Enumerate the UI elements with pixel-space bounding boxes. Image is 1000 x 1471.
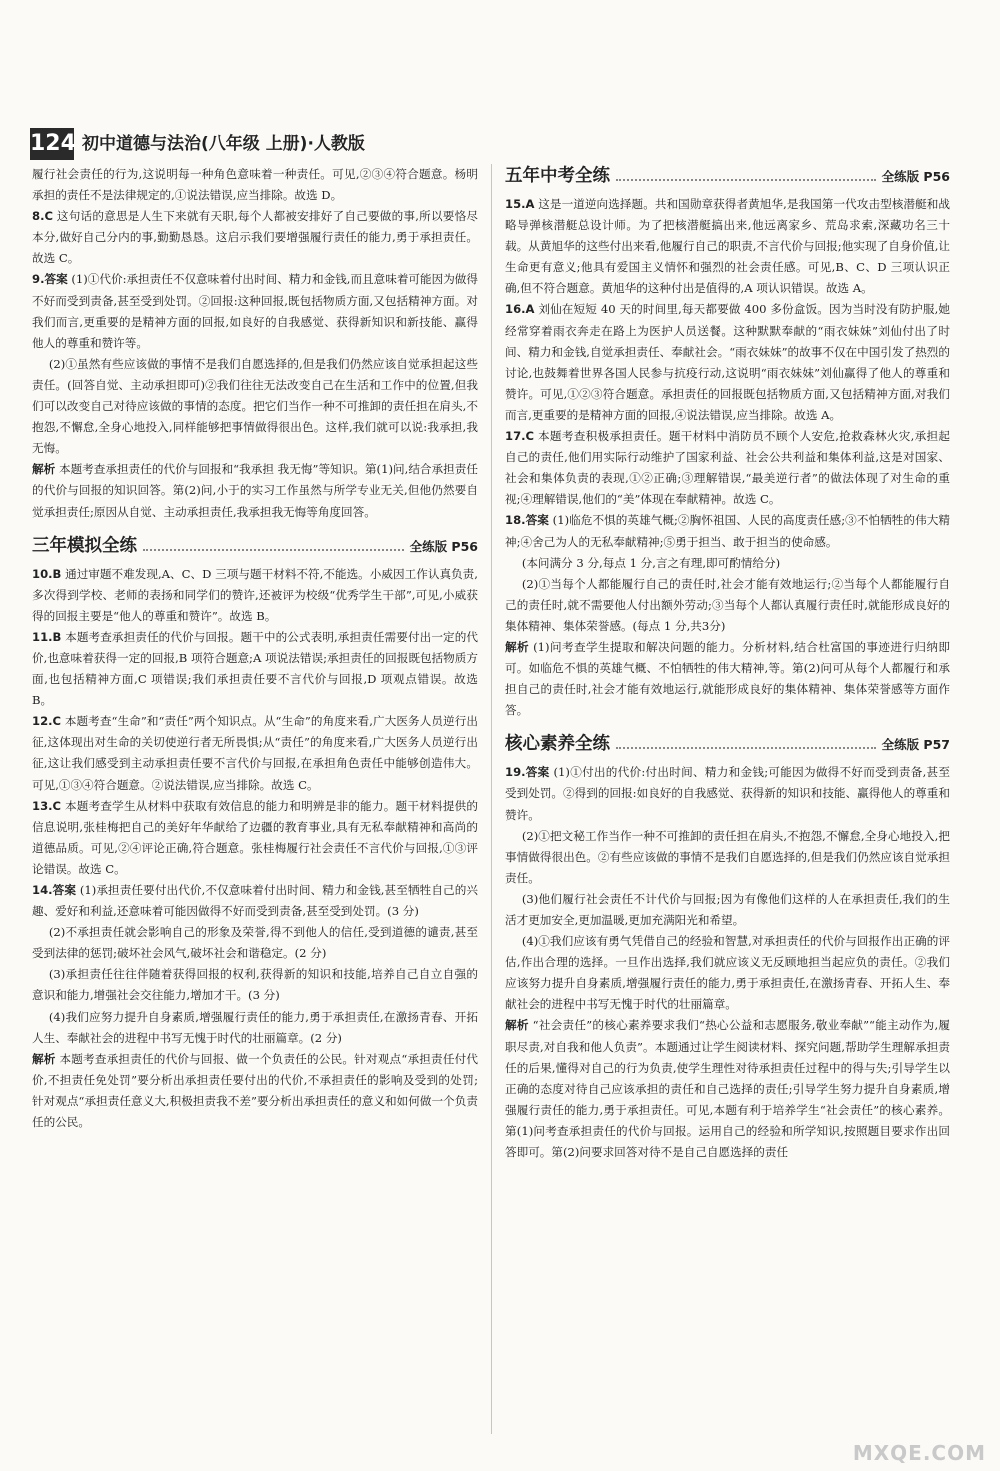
section-title: 三年模拟全练 <box>32 535 137 556</box>
section-header-sannian <box>32 534 478 558</box>
answer-18-part2: (2)①当每个人都能履行自己的责任时,社会才能有效地运行;②当每个人都能履行自己的责任时,就不需要他人付出额外劳动;③当每个人都认真履行责任时,就能形成良好的集体精神、集体荣誉感。(每点 1 分,共3分) <box>505 576 950 633</box>
answer-text: (1)①代价:承担责任不仅意味着付出时间、精力和金钱,而且意味着可能因为做得不好而受到责备,甚至受到处罚。②回报:这种回报,既包括物质方面,又包括精神方面。对我们而言,更重要的是精神方面的回报,如良好的自我感觉、获得新知识和新技能、赢得他人的尊重和赞许等。 <box>32 272 478 350</box>
answer-text: 本题考查积极承担责任。题干材料中消防员不顾个人安危,抢救森林火灾,承担起自己的责任,他们用实际行动维护了国家利益、社会公共利益和集体利益,这是对国家、社会和集体负责的表现,①②正确;③理解错误,“最美逆行者”的做法体现了对生命的重视;④理解错误,他们的“美”体现在奉献精神。故选 C。 <box>505 429 950 507</box>
answer-10 <box>32 564 478 627</box>
answer-16 <box>505 299 950 426</box>
analysis-14 <box>32 1049 478 1133</box>
right-column <box>505 164 950 1163</box>
answer-12 <box>32 711 478 795</box>
answer-9 <box>32 269 478 353</box>
answer-number: 16.A <box>505 302 535 317</box>
answer-8 <box>32 206 478 269</box>
analysis-9 <box>32 459 478 522</box>
section-leader-dots <box>616 165 876 181</box>
analysis-text: 本题考查承担责任的代价与回报、做一个负责任的公民。针对观点“承担责任付代价,不担责任免处罚”要分析出承担责任要付出的代价,不承担责任的影响及受到的处罚;针对观点“承担责任意义大,积极担责我不差”要分析出承担责任的意义和如何做一个负责任的公民。 <box>32 1051 478 1130</box>
answer-text: 本题考查“生命”和“责任”两个知识点。从“生命”的角度来看,广大医务人员逆行出征,这体现出对生命的关切使逆行者无所畏惧;从“责任”的角度来看,广大医务人员逆行出征,这让我们感受到主动承担责任要不言代价与回报,在承担角色责任中能够创造伟大。可见,①③④符合题意。②说法错误,应当排除。故选 C。 <box>32 714 478 792</box>
watermark-text: MXQE.COM <box>852 1441 986 1465</box>
answer-text: 通过审题不难发现,A、C、D 三项与题干材料不符,不能选。小威因工作认真负责,多次得到学校、老师的表扬和同学们的赞许,还被评为校级“优秀学生干部”,可见,小威获得的回报主要是“他人的尊重和赞许”。故选 B。 <box>32 566 478 623</box>
answer-number: 15.A <box>505 197 535 211</box>
analysis-label: 解析 <box>32 1051 56 1066</box>
page-number: 124 <box>30 128 74 160</box>
book-title: 初中道德与法治(八年级 上册)·人教版 <box>82 134 365 154</box>
analysis-label: 解析 <box>32 462 56 477</box>
section-header-wunian <box>505 164 950 188</box>
section-ref: 全练版 P57 <box>881 737 950 753</box>
section-leader-dots <box>143 535 404 551</box>
answer-text: (1)承担责任要付出代价,不仅意味着付出时间、精力和金钱,甚至牺牲自己的兴趣、爱好和利益,还意味着可能因做得不好而受到责备,甚至受到处罚。(3 分) <box>32 883 479 919</box>
answer-text: (1)①付出的代价:付出时间、精力和金钱;可能因为做得不好而受到责备,甚至受到处罚。②得到的回报:如良好的自我感觉、获得新的知识和技能、赢得他人的尊重和赞许。 <box>505 765 951 822</box>
analysis-19 <box>505 1015 950 1163</box>
column-divider <box>491 164 492 1434</box>
answer-18-score-note: (本问满分 3 分,每点 1 分,言之有理,即可酌情给分) <box>521 555 781 570</box>
left-column <box>32 164 478 1133</box>
answer-number: 17.C <box>505 429 535 444</box>
analysis-label: 解析 <box>505 639 530 654</box>
analysis-text: “社会责任”的核心素养要求我们“热心公益和志愿服务,敬业奉献”“能主动作为,履职尽责,对自我和他人负责”。本题通过让学生阅读材料、探究问题,帮助学生理解承担责任的后果,懂得对自己的行为负责,使学生理性对待承担责任过程中的得与失;引导学生以正确的态度对待自己应该承担的责任和自己选择的责任;引导学生努力提升自身素质,增强履行责任的能力,勇于承担责任。可见,本题有利于培养学生“社会责任”的核心素养。第(1)问考查承担责任的代价与回报。运用自己的经验和所学知识,按照题目要求作出回答即可。第(2)问要求回答对待不是自己自愿选择的责任 <box>505 1018 951 1160</box>
continued-paragraph: 履行社会责任的行为,这说明每一种角色意味着一种责任。可见,②③④符合题意。杨明承担的责任不是法律规定的,①说法错误,应当排除。故选 D。 <box>32 167 478 203</box>
section-ref: 全练版 P56 <box>409 538 478 554</box>
analysis-18 <box>505 637 950 721</box>
answer-number: 10.B <box>32 566 62 581</box>
answer-14-part3: (3)承担责任往往伴随着获得回报的权利,获得新的知识和技能,培养自己自立自强的意识和能力,增强社会交往能力,增加才干。(3 分) <box>32 967 478 1003</box>
answer-text: 本题考查承担责任的代价与回报。题干中的公式表明,承担责任需要付出一定的代价,也意味着获得一定的回报,B 项符合题意;A 项说法错误;承担责任的回报既包括物质方面,也包括精神方面,C 项错误;我们承担责任要不言代价与回报,D 项观点错误。故选 B。 <box>32 629 478 708</box>
answer-18 <box>505 510 950 552</box>
section-leader-dots <box>616 733 876 749</box>
page-header <box>30 126 970 166</box>
answer-15 <box>505 194 950 299</box>
answer-9-part2: (2)①虽然有些应该做的事情不是我们自愿选择的,但是我们仍然应该自觉承担起这些责任。(回答自觉、主动承担即可)②我们往往无法改变自己在生活和工作中的位置,但我们可以改变自己对待应该做的事情的态度。把它们当作一种不可推卸的责任担在肩头,不抱怨,不懈怠,全身心地投入,同样能够把事情做得很出色。这样,我们就可以说:我承担,我无悔。 <box>32 356 478 456</box>
answer-number: 14.答案 <box>32 883 77 897</box>
answer-number: 9.答案 <box>32 272 68 287</box>
answer-number: 11.B <box>32 629 62 644</box>
answer-number: 12.C <box>32 714 62 729</box>
section-title: 五年中考全练 <box>505 166 610 186</box>
answer-text: (1)临危不惧的英雄气概;②胸怀祖国、人民的高度责任感;③不怕牺牲的伟大精神;④舍己为人的无私奉献精神;⑤勇于担当、敢于担当的使命感。 <box>505 513 950 549</box>
analysis-label: 解析 <box>505 1018 529 1033</box>
answer-number: 13.C <box>32 798 62 813</box>
section-header-hexin <box>505 732 950 756</box>
answer-13 <box>32 796 478 880</box>
section-title: 核心素养全练 <box>505 734 610 755</box>
answer-11 <box>32 627 478 711</box>
answer-14 <box>32 880 478 922</box>
answer-14-part2: (2)不承担责任就会影响自己的形象及荣誉,得不到他人的信任,受到道德的谴责,甚至受到法律的惩罚;破坏社会风气,破坏社会和谐稳定。(2 分) <box>32 925 478 961</box>
answer-number: 8.C <box>32 209 53 224</box>
analysis-text: (1)问考查学生提取和解决问题的能力。分析材料,结合杜富国的事迹进行归纳即可。如临危不惧的英雄气概、不怕牺牲的伟大精神,等。第(2)问可从每个人都履行和承担自己的责任时,社会才能有效地运行,就能形成良好的集体精神、集体荣誉感等方面作答。 <box>505 639 950 718</box>
answer-number: 18.答案 <box>505 513 549 528</box>
answer-19-part4: (4)①我们应该有勇气凭借自己的经验和智慧,对承担责任的代价与回报作出正确的评估,作出合理的选择。一旦作出选择,我们就应该义无反顾地担当起应负的责任。②我们应该努力提升自身素质,增强履行责任的能力,勇于承担责任,在激扬青春、开拓人生、奉献社会的进程中书写无愧于时代的壮丽篇章。 <box>505 934 950 1012</box>
answer-17 <box>505 426 950 510</box>
answer-19-part2: (2)①把文秘工作当作一种不可推卸的责任担在肩头,不抱怨,不懈怠,全身心地投入,把事情做得很出色。②有些应该做的事情不是我们自愿选择的,但是我们仍然应该自觉承担责任。 <box>505 828 950 885</box>
analysis-text: 本题考查承担责任的代价与回报和“我承担 我无悔”等知识。第(1)问,结合承担责任的代价与回报的知识回答。第(2)问,小于的实习工作虽然与所学专业无关,但他仍然要自觉承担责任;原因从自觉、主动承担责任,我承担我无悔等角度回答。 <box>32 462 478 519</box>
answer-text: 这句话的意思是人生下来就有天职,每个人都被安排好了自己要做的事,所以要恪尽本分,做好自己分内的事,勤勤恳恳。这启示我们要增强履行责任的能力,勇于承担责任。故选 C。 <box>32 209 478 266</box>
answer-19-part3: (3)他们履行社会责任不计代价与回报;因为有像他们这样的人在承担责任,我们的生活才更加安全,更加温暖,更加充满阳光和希望。 <box>505 891 950 927</box>
answer-19 <box>505 762 950 825</box>
answer-14-part4: (4)我们应努力提升自身素质,增强履行责任的能力,勇于承担责任,在激扬青春、开拓人生、奉献社会的进程中书写无愧于时代的壮丽篇章。(2 分) <box>32 1009 478 1045</box>
answer-text: 刘仙在短短 40 天的时间里,每天都要做 400 多份盒饭。因为当时没有防护服,她经常穿着雨衣奔走在路上为医护人员送餐。这种默默奉献的“雨衣妹妹”刘仙付出了时间、精力和金钱,自觉承担责任、奉献社会。“雨衣妹妹”的故事不仅在中国引发了热烈的讨论,也鼓舞着世界各国人民参与抗疫行动,这说明“雨衣妹妹”刘仙赢得了他人的尊重和赞许。可见,①②③符合题意。承担责任的回报既包括物质方面,又包括精神方面,对我们而言,更重要的是精神方面的回报,④说法错误,应当排除。故选 A。 <box>505 302 950 422</box>
answer-text: 本题考查学生从材料中获取有效信息的能力和明辨是非的能力。题干材料提供的信息说明,张桂梅把自己的美好年华献给了边疆的教育事业,具有无私奉献精神和高尚的道德品质。可见,②④评论正确,符合题意。张桂梅履行社会责任不言代价与回报,①③评论错误。故选 C。 <box>32 798 478 876</box>
section-ref: 全练版 P56 <box>881 169 950 184</box>
answer-number: 19.答案 <box>505 765 550 780</box>
answer-text: 这是一道逆向选择题。共和国勋章获得者黄旭华,是我国第一代攻击型核潜艇和战略导弹核潜艇总设计师。为了把核潜艇搞出来,他远离家乡、荒岛求索,深藏功名三十载。从黄旭华的这些付出来看,他履行自己的职责,不言代价与回报;他实现了自身价值,让生命更有意义;他具有爱国主义情怀和强烈的社会责任感。可见,B、C、D 三项认识正确,但不符合题意。黄旭华的这种付出是值得的,A 项认识错误。故选 A。 <box>505 197 950 296</box>
